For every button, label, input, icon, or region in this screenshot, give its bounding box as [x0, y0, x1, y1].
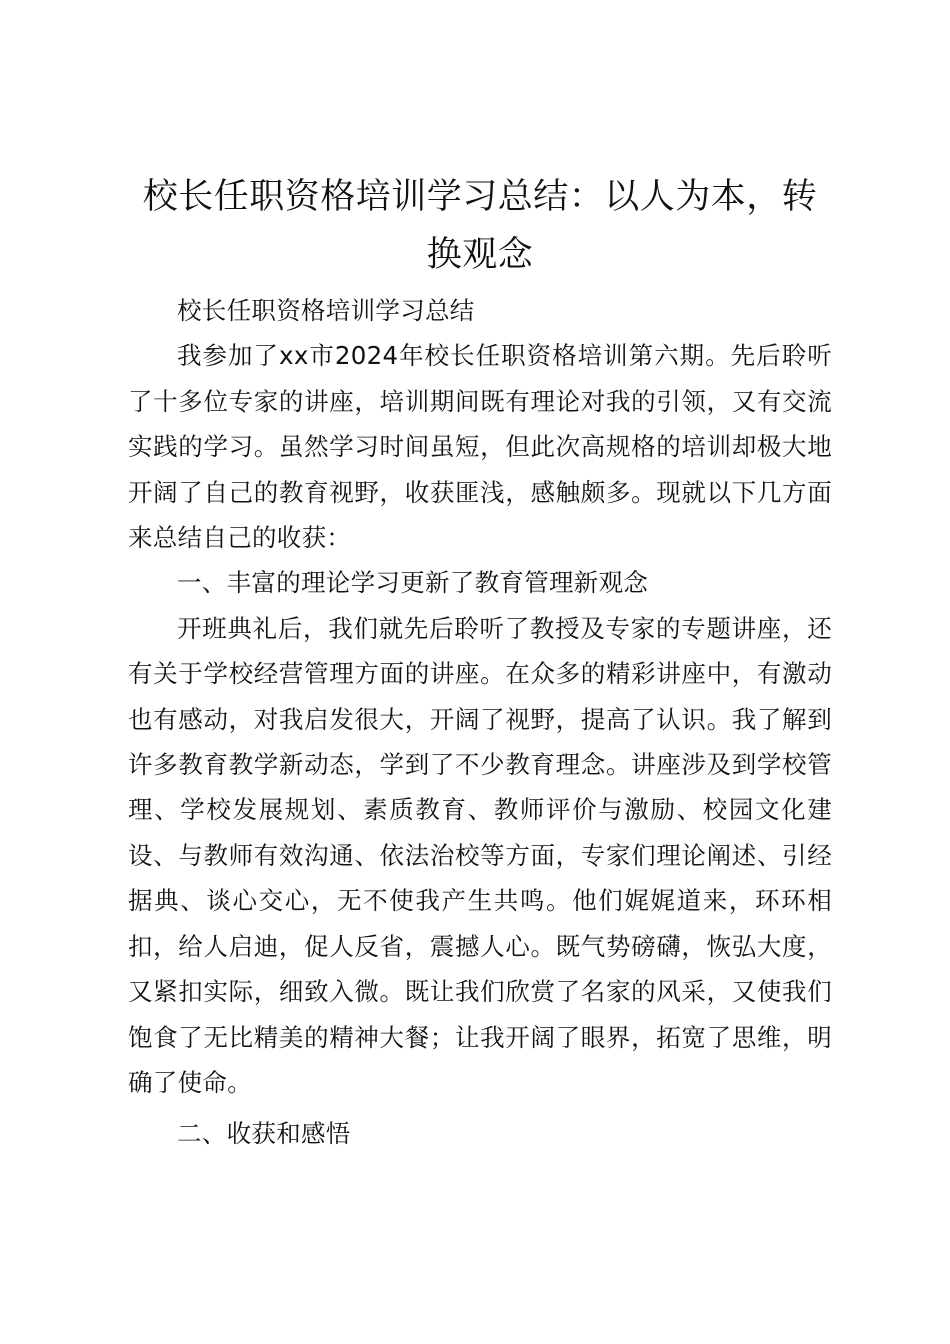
document-subtitle: 校长任职资格培训学习总结	[177, 296, 475, 325]
section-2-heading: 二、收获和感悟	[177, 1119, 351, 1149]
section-1-paragraph: 开班典礼后，我们就先后聆听了教授及专家的专题讲座，还有关于学校经营管理方面的讲座。在众多的精彩讲座中，有激动也有感动，对我启发很大，开阔了视野，提高了认识。我了解到许多教育教学新动态，学到了不少教育理念。讲座涉及到学校管理、学校发展规划、素质教育、教师评价与激励、校园文化建设、与教师有效沟通、依法治校等方面，专家们理论阐述、引经据典、谈心交心，无不使我产生共鸣。他们娓娓道来，环环相扣，给人启迪，促人反省，震撼人心。既气势磅礴，恢弘大度，又紧扣实际，细致入微。既让我们欣赏了名家的风采，又使我们饱食了无比精美的精神大餐；让我开阔了眼界，拓宽了思维，明确了使命。	[128, 613, 832, 1097]
intro-paragraph: 我参加了xx市2024年校长任职资格培训第六期。先后聆听了十多位专家的讲座，培训期间既有理论对我的引领，又有交流实践的学习。虽然学习时间虽短，但此次高规格的培训却极大地开阔了自己的教育视野，收获匪浅，感触颇多。现就以下几方面来总结自己的收获：	[128, 341, 832, 553]
document-title: 校长任职资格培训学习总结：以人为本，转换观念	[142, 177, 818, 275]
section-1-heading: 一、丰富的理论学习更新了教育管理新观念	[177, 568, 649, 598]
document-page	[128, 168, 832, 1157]
